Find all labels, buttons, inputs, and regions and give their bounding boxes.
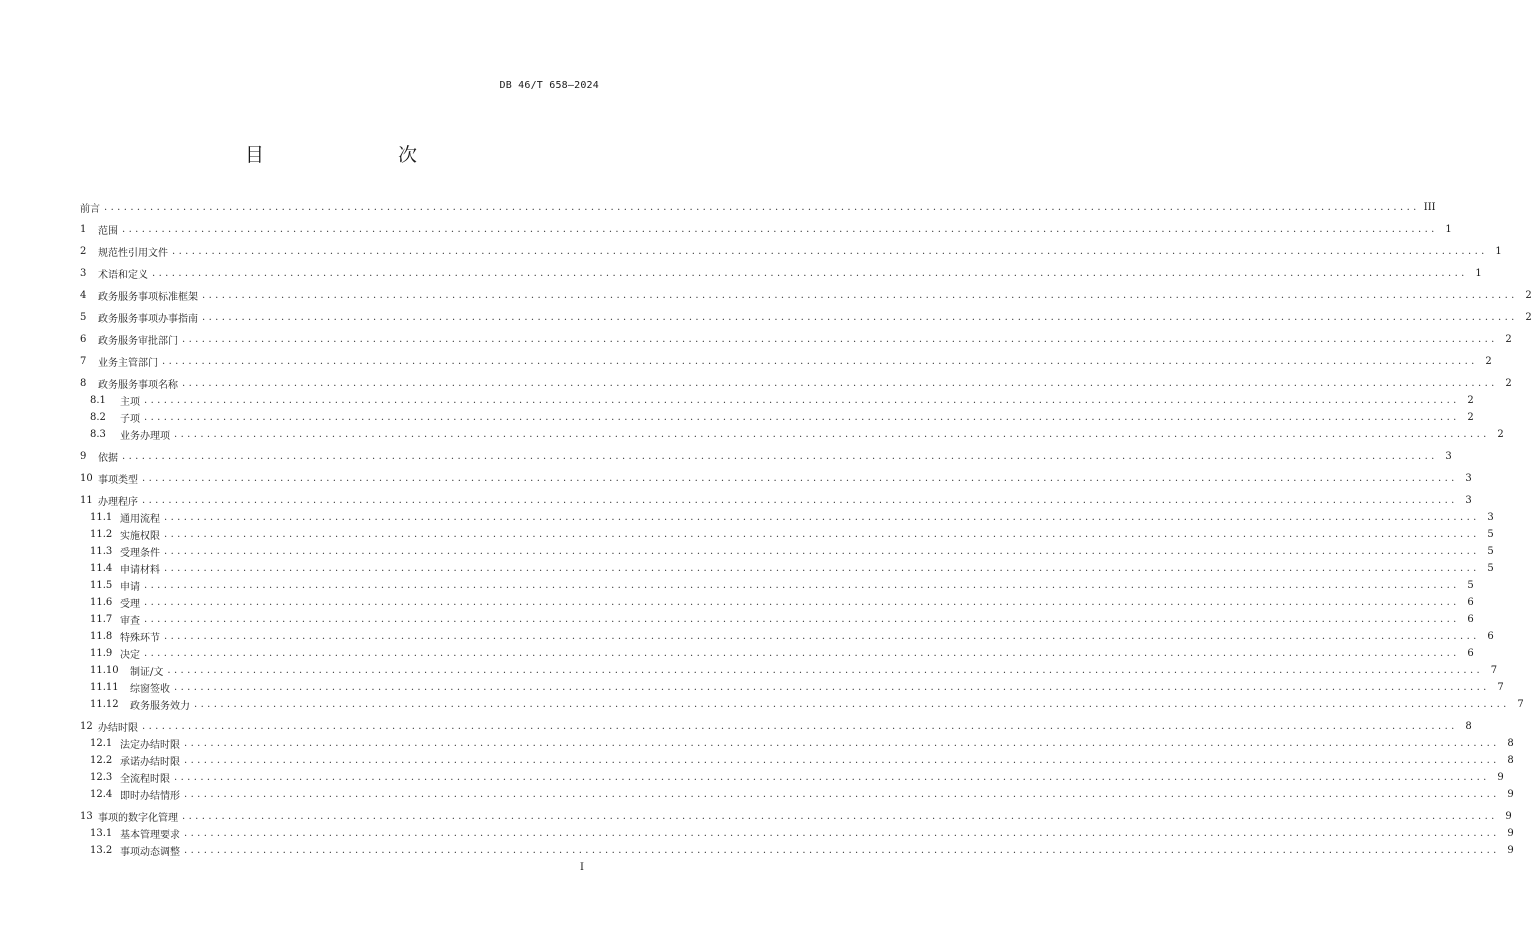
- toc-entry[interactable]: [80, 310, 1532, 325]
- toc-entry-number: 11.6: [90, 596, 113, 608]
- toc-leader-dots: ........................................................................................................................................................................................................: [104, 201, 1420, 213]
- toc-entry-page: 5: [1487, 545, 1494, 557]
- toc-entry-page: 2: [1467, 394, 1474, 406]
- toc-leader-dots: ........................................................................................................................................................................................................: [164, 511, 1480, 523]
- toc-entry-number: 11.11: [90, 681, 119, 693]
- toc-entry-label: 规范性引用文件: [98, 247, 168, 259]
- toc-entry-number: 11.10: [90, 664, 119, 676]
- toc-entry[interactable]: [80, 332, 1512, 347]
- toc-leader-dots: ........................................................................................................................................................................................................: [172, 245, 1488, 257]
- toc-entry-label: 事项的数字化管理: [98, 812, 178, 824]
- toc-entry-number: 12.2: [90, 754, 113, 766]
- toc-entry-label: 业务办理项: [120, 430, 170, 442]
- toc-entry-label: 政务服务事项名称: [98, 379, 178, 391]
- toc-entry-label: 实施权限: [120, 530, 160, 542]
- toc-entry[interactable]: [90, 736, 1514, 751]
- toc-entry[interactable]: [90, 680, 1504, 695]
- toc-entry-page: 9: [1507, 844, 1514, 856]
- toc-entry-page: 3: [1487, 511, 1494, 523]
- toc-entry-label: 法定办结时限: [120, 739, 180, 751]
- toc-entry-page: 3: [1465, 472, 1472, 484]
- toc-entry-page: 9: [1505, 810, 1512, 822]
- toc-entry-label: 受理条件: [120, 547, 160, 559]
- toc-entry-label: 申请: [120, 581, 140, 593]
- toc-entry-label: 制证/文: [130, 666, 164, 678]
- toc-entry[interactable]: [90, 561, 1494, 576]
- toc-entry-number: 8.3: [90, 428, 106, 440]
- toc-leader-dots: ........................................................................................................................................................................................................: [144, 596, 1460, 608]
- toc-entry-page: 2: [1467, 411, 1474, 423]
- toc-entry-page: 1: [1445, 223, 1452, 235]
- toc-leader-dots: ........................................................................................................................................................................................................: [162, 355, 1478, 367]
- toc-entry-page: 8: [1465, 720, 1472, 732]
- toc-entry-page: 9: [1497, 771, 1504, 783]
- toc-entry[interactable]: [80, 376, 1512, 391]
- toc-entry[interactable]: [90, 527, 1494, 542]
- toc-entry-page: 6: [1467, 613, 1474, 625]
- toc-entry[interactable]: [80, 493, 1472, 508]
- toc-entry[interactable]: [80, 449, 1452, 464]
- toc-entry-number: 10: [80, 472, 93, 484]
- toc-entry-page: 8: [1507, 754, 1514, 766]
- toc-entry-number: 13.1: [90, 827, 113, 839]
- toc-entry-number: 11.2: [90, 528, 113, 540]
- toc-entry[interactable]: [80, 809, 1512, 824]
- toc-entry-number: 12.3: [90, 771, 113, 783]
- toc-entry-page: III: [1423, 201, 1436, 213]
- toc-entry-number: 11.1: [90, 511, 113, 523]
- toc-leader-dots: ........................................................................................................................................................................................................: [184, 754, 1500, 766]
- toc-entry-number: 1: [80, 223, 87, 235]
- page-title: 目 次: [244, 144, 449, 166]
- toc-entry-page: 1: [1495, 245, 1502, 257]
- toc-leader-dots: ........................................................................................................................................................................................................: [164, 630, 1480, 642]
- toc-entry-number: 13.2: [90, 844, 113, 856]
- toc-entry-page: 3: [1445, 450, 1452, 462]
- toc-entry-label: 办理程序: [98, 496, 138, 508]
- toc-entry-number: 11.3: [90, 545, 113, 557]
- toc-entry-label: 政务服务事项标准框架: [98, 291, 198, 303]
- toc-entry-number: 8.1: [90, 394, 106, 406]
- toc-entry[interactable]: [80, 222, 1452, 237]
- toc-entry-number: 8.2: [90, 411, 106, 423]
- toc-entry[interactable]: [90, 663, 1498, 678]
- toc-entry[interactable]: [80, 288, 1532, 303]
- toc-entry[interactable]: [80, 354, 1492, 369]
- toc-leader-dots: ........................................................................................................................................................................................................: [202, 311, 1518, 323]
- toc-entry-label: 事项动态调整: [120, 846, 180, 858]
- toc-entry-number: 11.4: [90, 562, 113, 574]
- toc-leader-dots: ........................................................................................................................................................................................................: [122, 223, 1438, 235]
- toc-entry-page: 2: [1497, 428, 1504, 440]
- toc-leader-dots: ........................................................................................................................................................................................................: [182, 377, 1498, 389]
- toc-entry-label: 审查: [120, 615, 140, 627]
- toc-entry-page: 2: [1525, 311, 1532, 323]
- toc-leader-dots: ........................................................................................................................................................................................................: [144, 394, 1460, 406]
- toc-entry[interactable]: [80, 266, 1482, 281]
- toc-leader-dots: ........................................................................................................................................................................................................: [152, 267, 1468, 279]
- toc-entry-page: 7: [1517, 698, 1524, 710]
- toc-entry-label: 政务服务事项办事指南: [98, 313, 198, 325]
- toc-entry-page: 6: [1487, 630, 1494, 642]
- toc-entry[interactable]: [90, 510, 1494, 525]
- toc-entry-label: 政务服务审批部门: [98, 335, 178, 347]
- toc-entry-number: 12: [80, 720, 93, 732]
- toc-entry-page: 2: [1505, 333, 1512, 345]
- toc-leader-dots: ........................................................................................................................................................................................................: [144, 613, 1460, 625]
- toc-entry-label: 特殊环节: [120, 632, 160, 644]
- toc-entry-number: 13: [80, 810, 93, 822]
- toc-entry-page: 6: [1467, 647, 1474, 659]
- toc-leader-dots: ........................................................................................................................................................................................................: [182, 333, 1498, 345]
- toc-entry-page: 2: [1505, 377, 1512, 389]
- toc-leader-dots: ........................................................................................................................................................................................................: [144, 411, 1460, 423]
- toc-entry-page: 9: [1507, 827, 1514, 839]
- page-number: I: [580, 862, 584, 873]
- toc-entry[interactable]: [90, 629, 1494, 644]
- toc-entry[interactable]: [90, 544, 1494, 559]
- toc-entry-page: 9: [1507, 788, 1514, 800]
- toc-leader-dots: ........................................................................................................................................................................................................: [202, 289, 1518, 301]
- toc-entry-label: 主项: [120, 396, 140, 408]
- toc-entry-page: 1: [1475, 267, 1482, 279]
- toc-entry[interactable]: [90, 826, 1514, 841]
- toc-entry[interactable]: [80, 244, 1502, 259]
- toc-entry[interactable]: [90, 427, 1504, 442]
- toc-leader-dots: ........................................................................................................................................................................................................: [182, 810, 1498, 822]
- toc-entry-label: 申请材料: [120, 564, 160, 576]
- toc-entry[interactable]: [90, 595, 1474, 610]
- toc-entry-number: 12.1: [90, 737, 113, 749]
- toc-entry[interactable]: [90, 612, 1474, 627]
- toc-leader-dots: ........................................................................................................................................................................................................: [174, 771, 1490, 783]
- toc-entry-number: 7: [80, 355, 87, 367]
- toc-entry-number: 11.12: [90, 698, 119, 710]
- toc-leader-dots: ........................................................................................................................................................................................................: [167, 664, 1484, 676]
- toc-leader-dots: ........................................................................................................................................................................................................: [122, 450, 1438, 462]
- toc-entry-page: 7: [1490, 664, 1498, 676]
- toc-entry[interactable]: [90, 753, 1514, 768]
- toc-entry-number: 2: [80, 245, 87, 257]
- toc-entry-number: 6: [80, 333, 87, 345]
- toc-leader-dots: ........................................................................................................................................................................................................: [174, 681, 1490, 693]
- toc-entry[interactable]: [80, 200, 1436, 215]
- toc-entry-number: 11.9: [90, 647, 113, 659]
- toc-entry-label: 事项类型: [98, 474, 138, 486]
- toc-entry-page: 2: [1485, 355, 1492, 367]
- toc-entry-page: 7: [1497, 681, 1504, 693]
- toc-entry-label: 通用流程: [120, 513, 160, 525]
- toc-entry-page: 5: [1467, 579, 1474, 591]
- toc-entry-number: 11.8: [90, 630, 113, 642]
- toc-entry-label: 即时办结情形: [120, 790, 180, 802]
- toc-leader-dots: ........................................................................................................................................................................................................: [184, 844, 1500, 856]
- document-code: DB 46/T 658—2024: [499, 80, 599, 91]
- toc-entry[interactable]: [90, 393, 1474, 408]
- toc-entry-label: 综窗签收: [130, 683, 170, 695]
- toc-entry[interactable]: [90, 578, 1474, 593]
- toc-entry-label: 政务服务效力: [130, 700, 190, 712]
- toc-entry-number: 11.5: [90, 579, 113, 591]
- toc-entry-label: 业务主管部门: [98, 357, 158, 369]
- toc-entry-page: 2: [1525, 289, 1532, 301]
- toc-entry-label: 基本管理要求: [120, 829, 180, 841]
- toc-entry-label: 范围: [98, 225, 118, 237]
- toc-leader-dots: ........................................................................................................................................................................................................: [194, 698, 1510, 710]
- toc-leader-dots: ........................................................................................................................................................................................................: [174, 428, 1490, 440]
- toc-entry-number: 3: [80, 267, 87, 279]
- toc-entry-number: 5: [80, 311, 87, 323]
- toc-leader-dots: ........................................................................................................................................................................................................: [184, 827, 1500, 839]
- toc-entry-number: 11.7: [90, 613, 113, 625]
- toc-entry-label: 决定: [120, 649, 140, 661]
- toc-entry[interactable]: [90, 770, 1504, 785]
- toc-leader-dots: ........................................................................................................................................................................................................: [142, 472, 1458, 484]
- toc-entry-number: 8: [80, 377, 87, 389]
- toc-entry[interactable]: [90, 843, 1514, 858]
- toc-leader-dots: ........................................................................................................................................................................................................: [164, 545, 1480, 557]
- toc-entry-number: 4: [80, 289, 87, 301]
- toc-leader-dots: ........................................................................................................................................................................................................: [142, 494, 1458, 506]
- toc-entry-label: 术语和定义: [98, 269, 148, 281]
- toc-leader-dots: ........................................................................................................................................................................................................: [164, 528, 1480, 540]
- toc-leader-dots: ........................................................................................................................................................................................................: [184, 788, 1500, 800]
- toc-leader-dots: ........................................................................................................................................................................................................: [164, 562, 1480, 574]
- toc-entry-number: 12.4: [90, 788, 113, 800]
- toc-entry-page: 3: [1465, 494, 1472, 506]
- toc-leader-dots: ........................................................................................................................................................................................................: [184, 737, 1500, 749]
- toc-entry-page: 8: [1507, 737, 1514, 749]
- toc-leader-dots: ........................................................................................................................................................................................................: [142, 720, 1458, 732]
- toc-entry[interactable]: [80, 719, 1472, 734]
- toc-entry-label: 全流程时限: [120, 773, 170, 785]
- toc-entry-page: 5: [1487, 562, 1494, 574]
- toc-entry-number: 11: [80, 494, 93, 506]
- toc-entry-number: 9: [80, 450, 87, 462]
- toc-entry-label: 承诺办结时限: [120, 756, 180, 768]
- toc-leader-dots: ........................................................................................................................................................................................................: [144, 579, 1460, 591]
- toc-entry[interactable]: [90, 787, 1514, 802]
- toc-entry[interactable]: [90, 646, 1474, 661]
- toc-leader-dots: ........................................................................................................................................................................................................: [144, 647, 1460, 659]
- toc-entry-label: 办结时限: [98, 722, 138, 734]
- toc-entry-label: 受理: [120, 598, 140, 610]
- toc-entry[interactable]: [90, 410, 1474, 425]
- toc-entry-page: 6: [1467, 596, 1474, 608]
- toc-entry[interactable]: [80, 471, 1472, 486]
- toc-entry-label: 前言: [80, 203, 100, 215]
- toc-entry-page: 5: [1487, 528, 1494, 540]
- toc-entry[interactable]: [90, 697, 1524, 712]
- toc-entry-label: 依据: [98, 452, 118, 464]
- toc-entry-label: 子项: [120, 413, 140, 425]
